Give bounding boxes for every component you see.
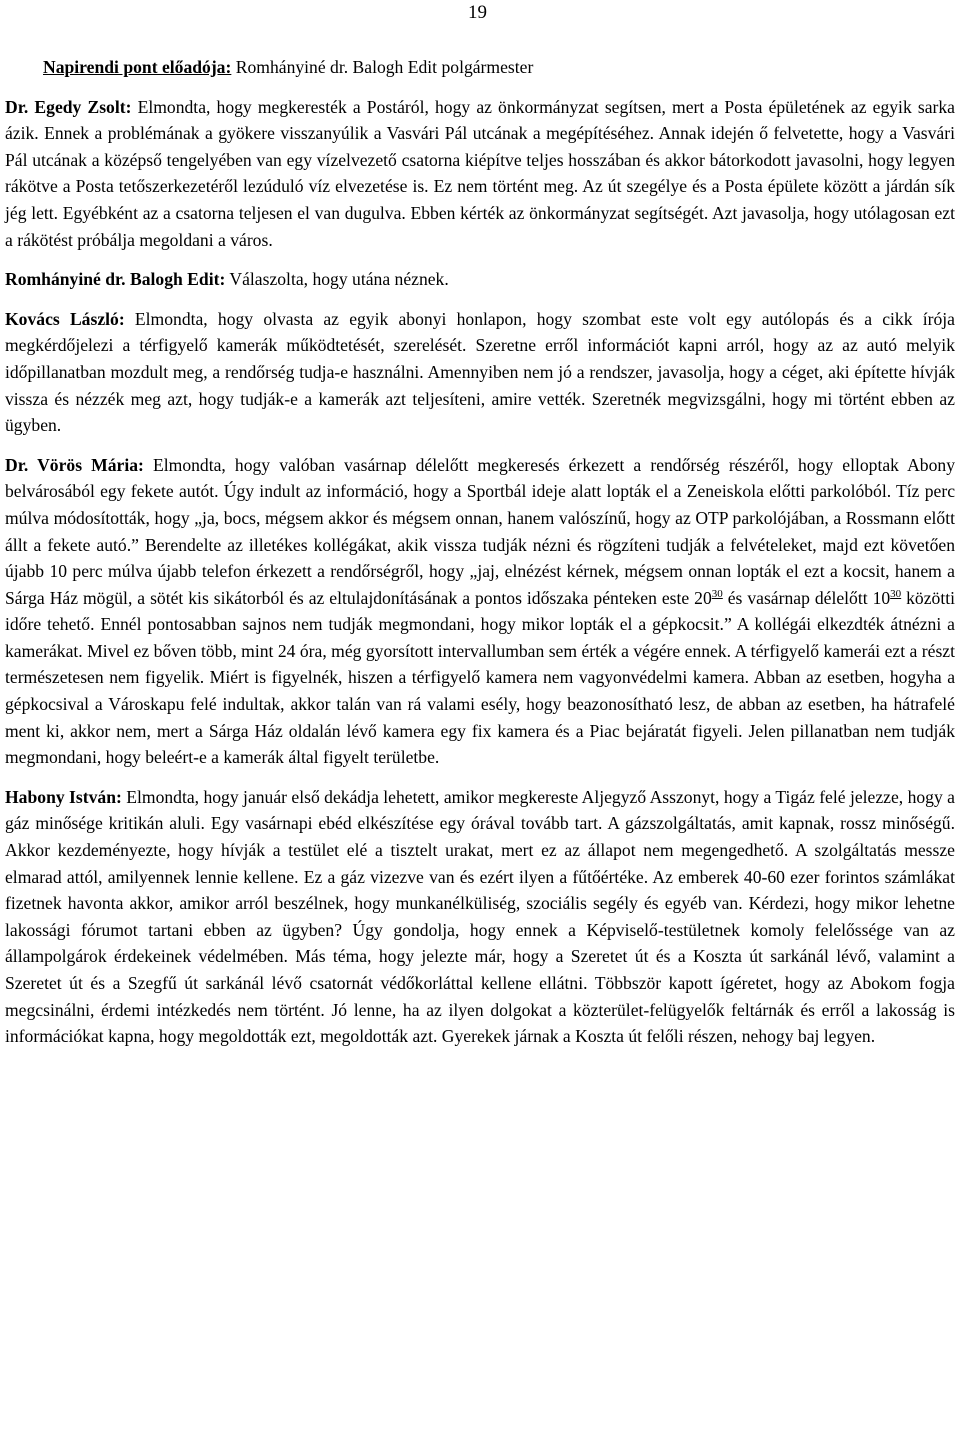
paragraph-habony: [5, 784, 955, 1050]
speaker-name: Habony István:: [5, 786, 122, 807]
paragraph-text: Válaszolta, hogy utána néznek.: [225, 269, 449, 290]
paragraph-text: közötti időre tehető. Ennél pontosabban sajnos nem tudják megmondani, hogy mikor lopták el a gépkocsit.” A kollégái elkezdték átnézni a kamerákat. Mivel ez bőven több, mint 24 óra, még gyorsított intervallumban sem érték a végére ennek. A térfigyelő kamerái ezt a részt természetesen nem figyelik. Miért is figyelnék, hiszen a térfigyelő kamera nem vagyonvédelmi kamera. Abban az esetben, hogyha a gépkocsival a Városkapu felé indultak, akkor talán van rá valami esély, hogy beazonosítható lesz, de abban az esetben, ha hátrafelé ment ki, akkor nem, mert a Sárga Ház oldalán lévő kamera egy fix kamera és a Piac bejáratát figyeli. Jelen pillanatban nem tudják megmondani, hogy beleért-e a kamerák által figyelt területbe.: [5, 587, 955, 768]
paragraph-text: Elmondta, hogy valóban vasárnap délelőtt megkeresés érkezett a rendőrség részéről, hogy elloptak Abony belvárosából egy fekete autót. Úgy indult az információ, hogy a Sportbál ideje alatt lopták el a Zeneiskola előtti parkolóból. Tíz perc múlva módosították, hogy „ja, bocs, mégsem akkor és mégsem onnan, hanem valószínű, hogy az OTP parkolójában, a Rossmann előtt állt a fekete autó.” Berendelte az illetékes kollégákat, akik vissza tudják nézni és rögzíteni tudják a felvételeket, majd ezt követően újabb 10 perc múlva újabb telefon érkezett a rendőrségről, hogy „jaj, elnézést kérnek, mégsem onnan lopták el ezt a kocsit, hanem a Sárga Ház mögül, a sötét kis sikátorból és az eltulajdonításának a pontos időszaka pénteken este 20: [5, 454, 955, 608]
agenda-line: [43, 54, 955, 81]
speaker-name: Romhányiné dr. Balogh Edit:: [5, 269, 226, 290]
speaker-name: Kovács László:: [5, 308, 125, 329]
paragraph-text: Elmondta, hogy olvasta az egyik abonyi honlapon, hogy szombat este volt egy autólopás és a cikk írója megkérdőjelezi a térfigyelő kamerák működtetését, szerelését. Szeretne erről információt kapni arról, hogy az az autó melyik időpillanatban mozdult meg, a rendőrség tudja-e használni. Amennyiben nem jó a rendszer, javasolja, hogy a céget, aki építette hívják vissza és nézzék meg azt, hogy tudják-e a kamerák azt teljesíteni, amire vették. Szeretnék megvizsgálni, hogy mi történt ebben az ügyben.: [5, 308, 955, 436]
speaker-name: Dr. Egedy Zsolt:: [5, 96, 132, 117]
paragraph-text: és vasárnap délelőtt 10: [722, 587, 891, 608]
paragraph-text: Elmondta, hogy január első dekádja lehetett, amikor megkereste Aljegyző Asszonyt, hogy a Tigáz felé jelezze, hogy a gáz minősége kritikán aluli. Egy vasárnapi ebéd elkészítése egy órával tovább tart. A gázszolgáltatás, amit kapnak, rossz minőségű. Akkor kezdeményezte, hogy hívják a testület elé a tisztelt urakat, mert ez az állapot nem megengedhető. A szolgáltatás messze elmarad attól, amilyennek lennie kellene. Ez a gáz vizezve van és ezért ilyen a fűtőértéke. Az emberek 40-60 ezer forintos számlákat fizetnek havonta akkor, amikor arról beszélnek, hogy munkanélküliség, szociális segély és egyéb van. Kérdezi, hogy mikor lehetne lakossági fórumot tartani ebben az ügyben? Úgy gondolja, hogy ennek a Képviselő-testületnek komoly felelőssége van az állampolgárok érdekeinek védelmében. Más téma, hogy jelezte már, hogy a Szeretet út és a Koszta út sarkánál lévő, valamint a Szeretet út és a Szegfű út sarkánál lévő csatornát védőkorláttal kellene ellátni. Többször kapott ígéretet, hogy az Abokom fogja megcsinálni, érdemi intézkedés nem történt. Jó lenne, ha az ilyen dolgokat a közterület-felügyelők feltárnák és erről a lakosság is információkat kapna, hogy megoldották ezt, megoldották azt. Gyerekek járnak a Koszta út felőli részen, nehogy baj legyen.: [5, 786, 955, 1047]
agenda-presenter: Romhányiné dr. Balogh Edit polgármester: [231, 57, 534, 77]
page-number: 19: [468, 2, 487, 23]
paragraph-egedy: [5, 94, 955, 254]
document-body: [5, 54, 955, 1063]
paragraph-romhanyine: [5, 266, 955, 293]
agenda-label: Napirendi pont előadója:: [43, 57, 232, 77]
speaker-name: Dr. Vörös Mária:: [5, 454, 144, 475]
paragraph-text: Elmondta, hogy megkeresték a Postáról, hogy az önkormányzat segítsen, mert a Posta épületének az egyik sarka ázik. Ennek a problémának a gyökere visszanyúlik a Vasvári Pál utcának a megépítéséhez. Annak idején ő felvetette, hogy a Vasvári Pál utcának a középső tengelyében van egy vízelvezető csatorna kiépítve teljes hosszában és akkor bátorkodott javasolni, hogy legyen rákötve a Posta tetőszerkezetéről lezúduló víz elvezetése is. Ez nem történt meg. Az út szegélye és a Posta épülete között a járdán sík jég lett. Egyébként az a csatorna teljesen el van dugulva. Ebben kérték az önkormányzat segítségét. Azt javasolja, hogy utólagosan ezt a rákötést próbálja megoldani a város.: [5, 96, 955, 250]
paragraph-voros: [5, 452, 955, 771]
time-superscript: 30: [711, 587, 723, 600]
time-superscript: 30: [890, 587, 902, 600]
paragraph-kovacs: [5, 306, 955, 439]
